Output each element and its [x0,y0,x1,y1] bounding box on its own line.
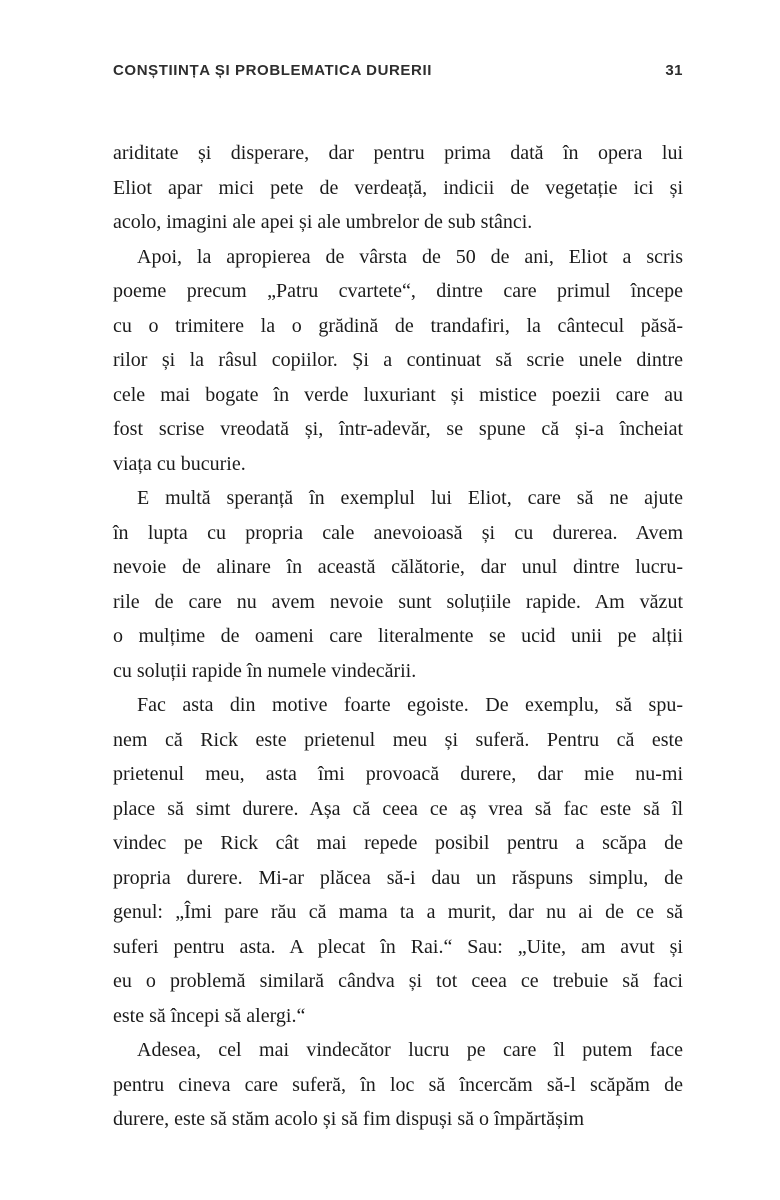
text-line: acolo, imagini ale apei și ale umbrelor de sub stânci. [113,211,533,233]
text-line: ariditate și disperare, dar pentru prima dată în opera lui [113,142,683,164]
paragraph [113,1033,683,1137]
text-line: E multă speranță în exemplul lui Eliot, care să ne ajute [137,487,683,509]
text-line: rile de care nu avem nevoie sunt soluțiile rapide. Am văzut [113,590,683,613]
text-line: nevoie de alinare în această călătorie, dar unul dintre lucru- [113,556,683,578]
text-line: este să începi să alergi.“ [113,1004,306,1027]
text-line: Adesea, cel mai vindecător lucru pe care îl putem face [137,1039,683,1061]
paragraph [113,136,683,240]
chapter-title: CONȘTIINȚA ȘI PROBLEMATICA DURERII [113,62,433,79]
text-line: Fac asta din motive foarte egoiste. De exemplu, să spu- [137,694,683,716]
text-line: cu soluții rapide în numele vindecării. [113,659,417,682]
text-line: viața cu bucurie. [113,452,246,475]
text-line: o mulțime de oameni care literalmente se ucid unii pe alții [113,625,683,647]
paragraph [113,240,683,482]
text-line: poeme precum „Patru cvartete“, dintre care primul începe [113,280,683,302]
paragraph [113,688,683,1033]
text-line: rilor și la râsul copiilor. Și a continuat să scrie unele dintre [113,349,683,371]
text-line: suferi pentru asta. A plecat în Rai.“ Sau: „Uite, am avut și [113,935,683,958]
text-line: place să simt durere. Așa că ceea ce aș vrea să fac este să îl [113,797,683,820]
page-header [113,62,683,79]
text-line: durere, este să stăm acolo și să fim dispuși să o împărtășim [113,1108,585,1130]
text-line: în lupta cu propria cale anevoioasă și cu durerea. Avem [113,521,683,544]
text-line: cele mai bogate în verde luxuriant și mistice poezii care au [113,383,683,406]
text-line: propria durere. Mi-ar plăcea să-i dau un răspuns simplu, de [113,866,683,889]
paragraph [113,481,683,688]
text-line: genul: „Îmi pare rău că mama ta a murit, dar nu ai de ce să [113,901,683,923]
text-line: Eliot apar mici pete de verdeață, indicii de vegetație ici și [113,176,683,199]
page-number: 31 [665,62,683,79]
text-line: nem că Rick este prietenul meu și suferă. Pentru că este [113,728,683,751]
text-line: vindec pe Rick cât mai repede posibil pentru a scăpa de [113,832,683,854]
text-line: pentru cineva care suferă, în loc să încercăm să-l scăpăm de [113,1073,683,1096]
text-line: prietenul meu, asta îmi provoacă durere, dar mie nu-mi [113,763,683,785]
text-line: cu o trimitere la o grădină de trandafiri, la cântecul păsă- [113,314,683,337]
text-line: fost scrise vreodată și, într-adevăr, se spune că și-a încheiat [113,418,683,440]
text-line: eu o problemă similară cândva și tot ceea ce trebuie să faci [113,970,683,992]
body-text [113,136,683,1137]
text-line: Apoi, la apropierea de vârsta de 50 de ani, Eliot a scris [137,245,683,268]
